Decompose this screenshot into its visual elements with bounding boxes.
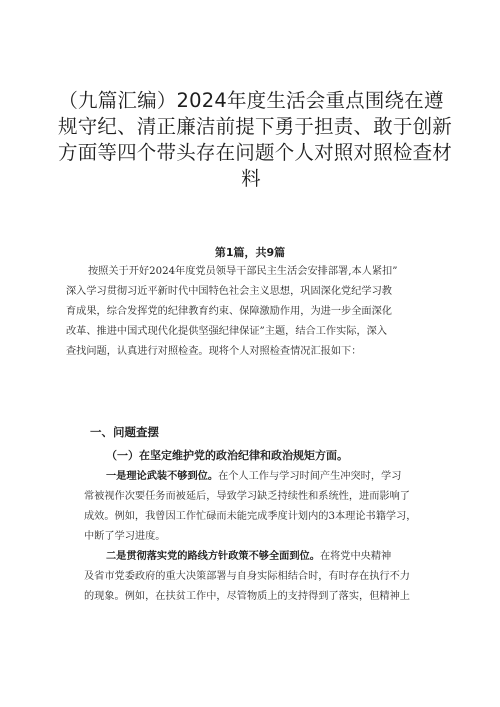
title-line: 规守纪、清正廉洁前提下勇于担责、敢于创新 <box>58 115 453 138</box>
item-two-lead: 二是贯彻落实党的路线方针政策不够全面到位。 <box>106 550 320 562</box>
item-line: 的现象。例如，在扶贫工作中，尽管物质上的支持得到了落实，但精神上 <box>84 591 410 602</box>
intro-line: 查找问题，认真进行对照检查。现将个人对照检查情况汇报如下： <box>66 346 362 357</box>
intro-line: 深入学习贯彻习近平新时代中国特色社会主义思想，巩固深化党纪学习教 <box>66 286 392 297</box>
title-line: （九篇汇编）2024年度生活会重点围绕在遵 <box>58 89 444 112</box>
item-one-lead: 一是理论武装不够到位。 <box>106 470 219 482</box>
item-line: 成效。例如，我曾因工作忙碌而未能完成季度计划内的3本理论书籍学习， <box>84 511 417 522</box>
item-one-paragraph <box>84 466 456 547</box>
item-line: 常被视作次要任务而被延后，导致学习缺乏持续性和系统性，进而影响了 <box>84 491 410 502</box>
intro-line: 改革、推进中国式现代化提供坚强纪律保证”主题，结合工作实际，深入 <box>66 326 388 337</box>
item-two-first-line <box>106 546 456 567</box>
section-heading: 一、问题查摆 <box>90 425 159 439</box>
intro-line: 育成果，综合发挥党的纪律教育约束、保障激励作用，为进一步全面深化 <box>66 306 392 317</box>
title-line: 料 <box>241 167 261 190</box>
document-subtitle: 第1篇，共9篇 <box>214 246 286 259</box>
item-line: 在个人工作与学习时间产生冲突时，学习 <box>218 471 402 482</box>
document-title <box>58 88 453 192</box>
item-line: 在将党中央精神 <box>319 551 392 562</box>
intro-paragraph <box>66 262 438 362</box>
item-line: 及省市党委政府的重大决策部署与自身实际相结合时，有时存在执行不力 <box>84 571 410 582</box>
intro-line: 按照关于开好2024年度党员领导干部民主生活会安排部署,本人紧扣” <box>88 266 398 277</box>
item-two-paragraph <box>84 546 456 607</box>
item-one-first-line <box>106 466 456 487</box>
subsection-heading: （一）在坚定维护党的政治纪律和政治规矩方面。 <box>106 449 348 462</box>
title-line: 方面等四个带头存在问题个人对照对照检查材 <box>58 141 453 164</box>
item-line: 中断了学习进度。 <box>84 531 166 542</box>
